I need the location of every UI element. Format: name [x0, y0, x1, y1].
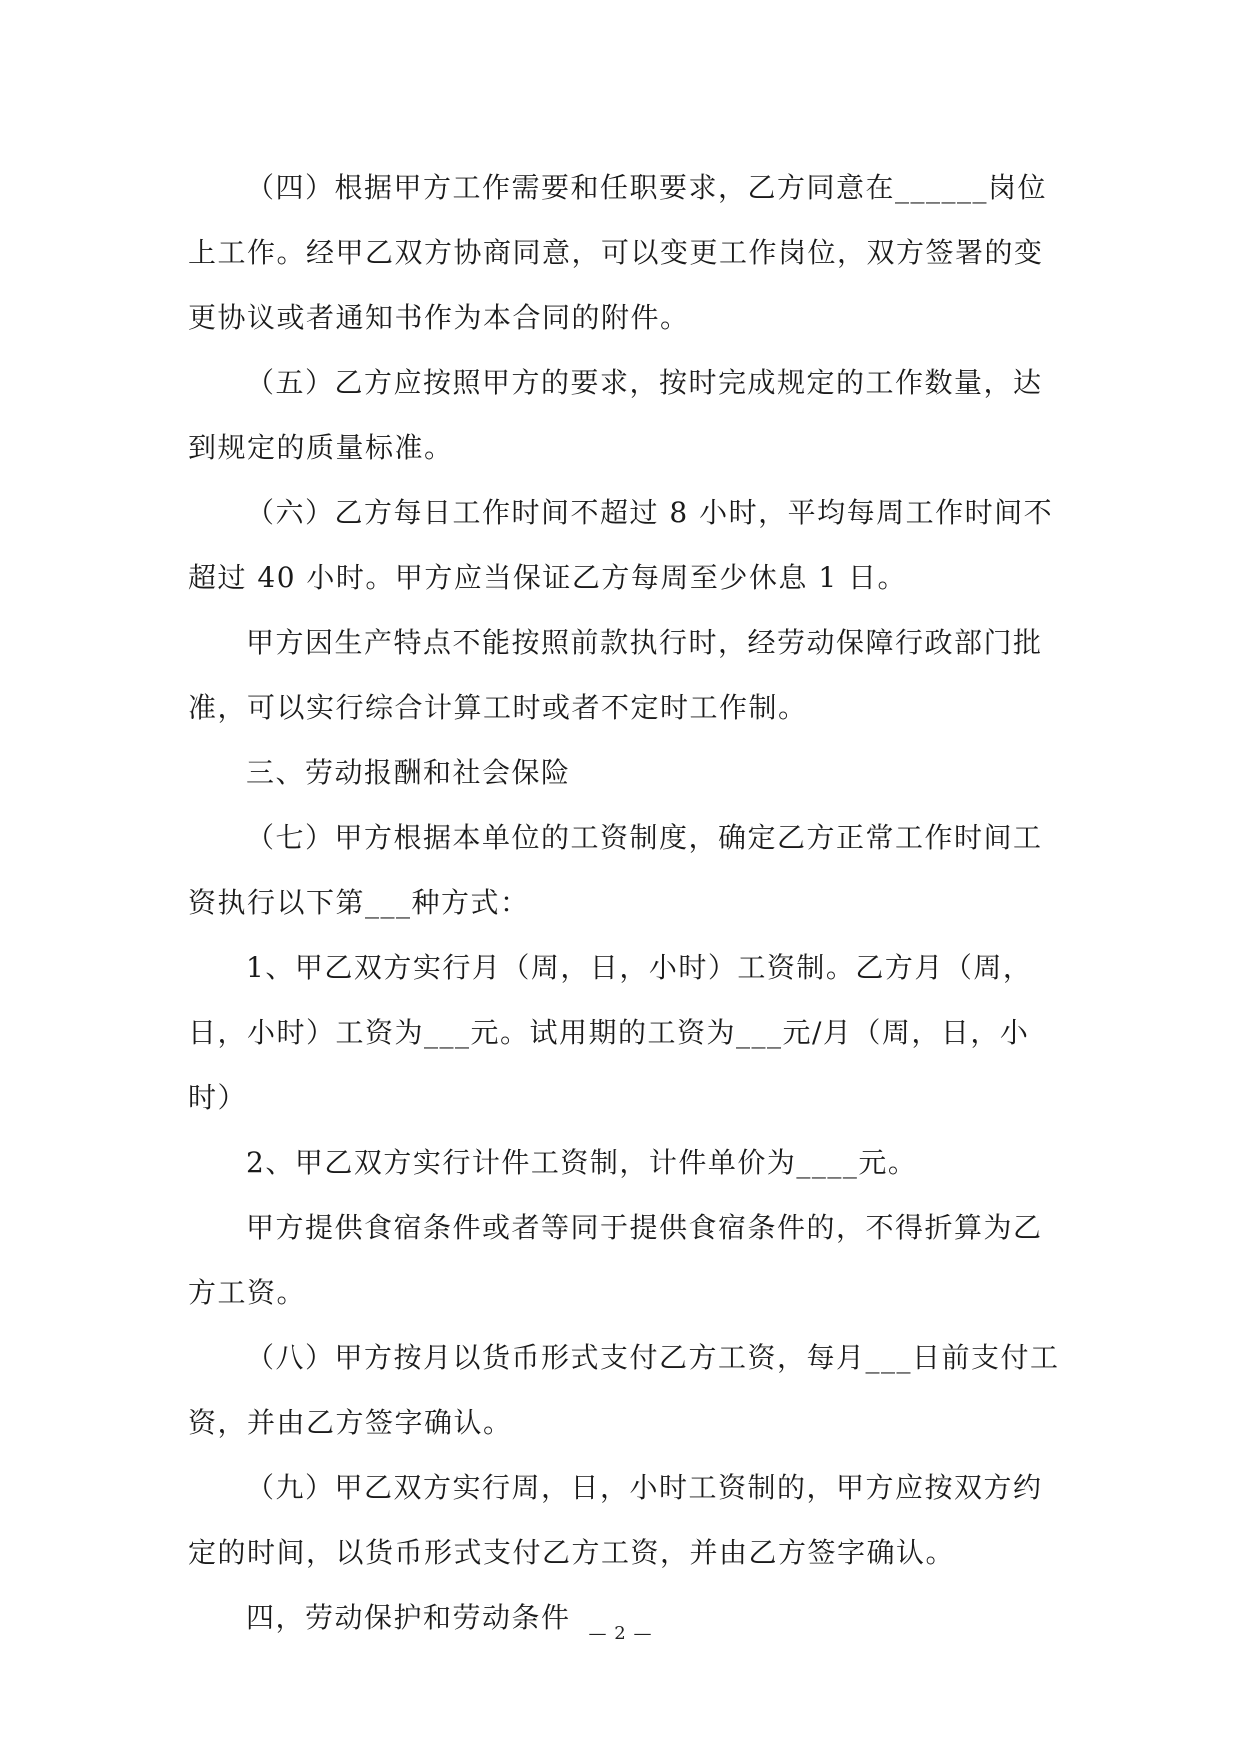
page-number: — 2 —: [588, 1623, 653, 1644]
working-hours-exception: 甲方因生产特点不能按照前款执行时，经劳动保障行政部门批准，可以实行综合计算工时或者不定时工作制。: [188, 626, 1043, 724]
board-lodging-note: 甲方提供食宿条件或者等同于提供食宿条件的，不得折算为乙方工资。: [188, 1211, 1043, 1309]
clause-6-working-hours: （六）乙方每日工作时间不超过 8 小时，平均每周工作时间不超过 40 小时。甲方应当保证乙方每周至少休息 1 日。: [188, 496, 1054, 594]
clause-5-work-quality: （五）乙方应按照甲方的要求，按时完成规定的工作数量，达到规定的质量标准。: [188, 366, 1043, 464]
wage-option-1: 1、甲乙双方实行月（周，日，小时）工资制。乙方月（周，日，小时）工资为___元。试用期的工资为___元/月（周，日，小时）: [188, 951, 1033, 1114]
section-4-heading: 四，劳动保护和劳动条件: [246, 1601, 571, 1634]
contract-body: [188, 155, 1064, 1650]
wage-option-2: 2、甲乙双方实行计件工资制，计件单价为____元。: [246, 1146, 918, 1179]
clause-8-monthly-payment: （八）甲方按月以货币形式支付乙方工资，每月___日前支付工资，并由乙方签字确认。: [188, 1341, 1060, 1439]
clause-9-hourly-payment: （九）甲乙双方实行周，日，小时工资制的，甲方应按双方约定的时间，以货币形式支付乙方工资，并由乙方签字确认。: [188, 1471, 1043, 1569]
clause-4-job-position: （四）根据甲方工作需要和任职要求，乙方同意在______岗位上工作。经甲乙双方协商同意，可以变更工作岗位，双方签署的变更协议或者通知书作为本合同的附件。: [188, 171, 1048, 334]
clause-7-wage-method: （七）甲方根据本单位的工资制度，确定乙方正常工作时间工资执行以下第___种方式：: [188, 821, 1043, 919]
section-3-heading: 三、劳动报酬和社会保险: [246, 756, 571, 789]
